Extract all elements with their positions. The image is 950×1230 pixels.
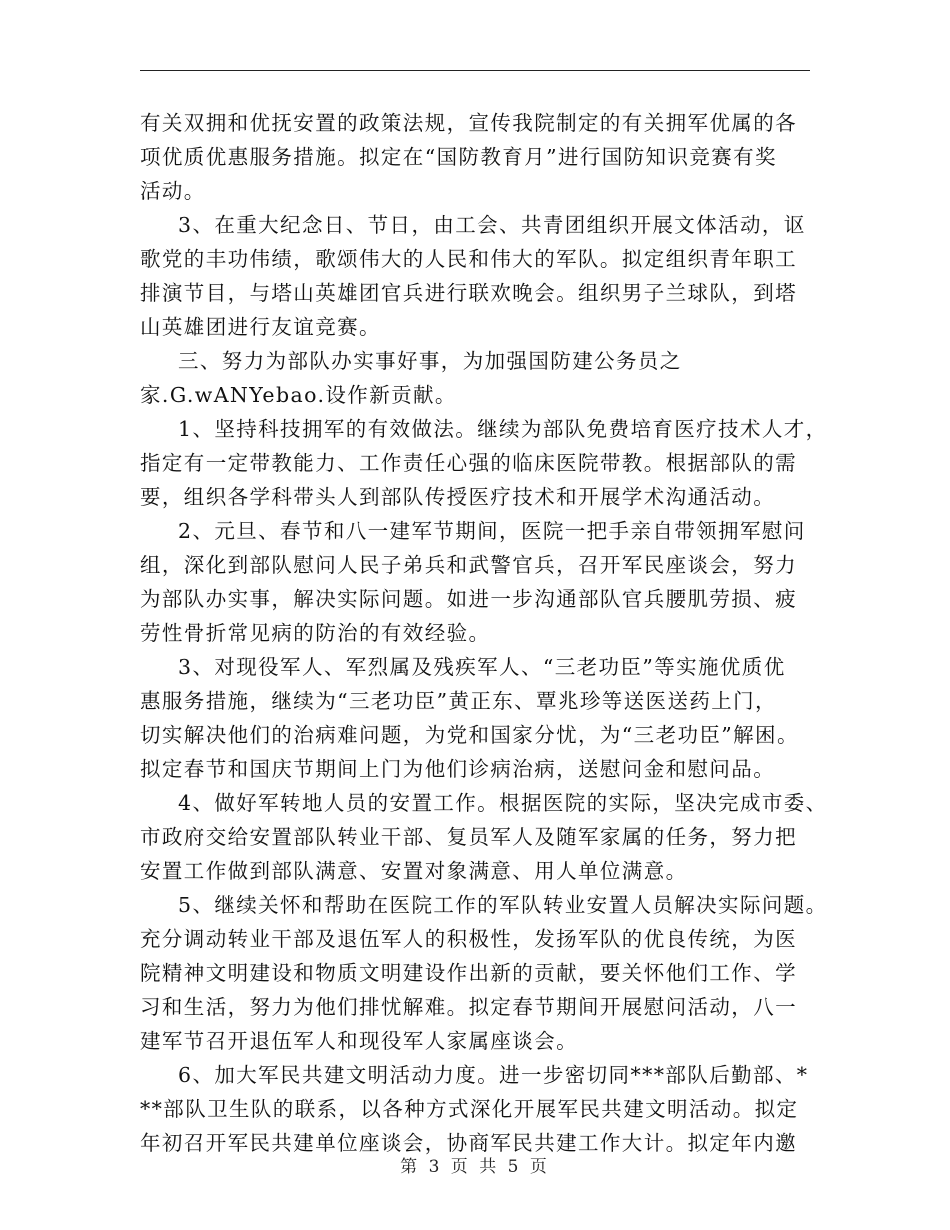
- page-number: 第 3 页 共 5 页: [400, 1157, 550, 1177]
- text-line: 5、继续关怀和帮助在医院工作的军队转业安置人员解决实际问题。: [178, 893, 828, 917]
- text-line: 年初召开军民共建单位座谈会，协商军民共建工作大计。拟定年内邀: [140, 1131, 797, 1155]
- text-line: 组，深化到部队慰问人民子弟兵和武警官兵，召开军民座谈会，努力: [140, 553, 797, 577]
- text-line: 指定有一定带教能力、工作责任心强的临床医院带教。根据部队的需: [140, 451, 797, 475]
- text-line: 1、坚持科技拥军的有效做法。继续为部队免费培育医疗技术人才，: [178, 417, 828, 441]
- text-line: 习和生活，努力为他们排忧解难。拟定春节期间开展慰问活动，八一: [140, 995, 797, 1019]
- text-line: 充分调动转业干部及退伍军人的积极性，发扬军队的优良传统，为医: [140, 927, 797, 951]
- text-line: 4、做好军转地人员的安置工作。根据医院的实际，坚决完成市委、: [178, 791, 828, 815]
- text-line: 拟定春节和国庆节期间上门为他们诊病治病，送慰问金和慰问品。: [140, 757, 776, 781]
- text-line: 院精神文明建设和物质文明建设作出新的贡献，要关怀他们工作、学: [140, 961, 797, 985]
- text-line: 家.G.wANYebao.设作新贡献。: [140, 383, 457, 407]
- text-line: 切实解决他们的治病难问题，为党和国家分忧，为“三老功臣”解困。: [140, 723, 799, 747]
- section-heading: 三、努力为部队办实事好事，为加强国防建公务员之: [178, 349, 682, 373]
- text-line: 2、元旦、春节和八一建军节期间，医院一把手亲自带领拥军慰问: [178, 519, 806, 543]
- text-line: **部队卫生队的联系，以各种方式深化开展军民共建文明活动。拟定: [140, 1097, 799, 1121]
- text-line: 安置工作做到部队满意、安置对象满意、用人单位满意。: [140, 859, 688, 883]
- text-line: 山英雄团进行友谊竞赛。: [140, 315, 381, 339]
- text-line: 惠服务措施，继续为“三老功臣”黄正东、覃兆珍等送医送药上门，: [140, 689, 777, 713]
- text-line: 项优质优惠服务措施。拟定在“国防教育月”进行国防知识竞赛有奖: [140, 145, 777, 169]
- text-line: 排演节目，与塔山英雄团官兵进行联欢晚会。组织男子兰球队，到塔: [140, 281, 797, 305]
- text-line: 有关双拥和优抚安置的政策法规，宣传我院制定的有关拥军优属的各: [140, 111, 797, 135]
- text-line: 劳性骨折常见病的防治的有效经验。: [140, 621, 491, 645]
- header-rule: [140, 70, 810, 71]
- text-line: 要，组织各学科带头人到部队传授医疗技术和开展学术沟通活动。: [140, 485, 776, 509]
- text-line: 歌党的丰功伟绩，歌颂伟大的人民和伟大的军队。拟定组织青年职工: [140, 247, 797, 271]
- text-line: 6、加大军民共建文明活动力度。进一步密切同***部队后勤部、*: [178, 1063, 809, 1087]
- text-line: 活动。: [140, 179, 206, 203]
- text-line: 建军节召开退伍军人和现役军人家属座谈会。: [140, 1029, 578, 1053]
- text-line: 为部队办实事，解决实际问题。如进一步沟通部队官兵腰肌劳损、疲: [140, 587, 797, 611]
- text-line: 3、对现役军人、军烈属及残疾军人、“三老功臣”等实施优质优: [178, 655, 786, 679]
- text-line: 3、在重大纪念日、节日，由工会、共青团组织开展文体活动，讴: [178, 213, 806, 237]
- text-line: 市政府交给安置部队转业干部、复员军人及随军家属的任务，努力把: [140, 825, 797, 849]
